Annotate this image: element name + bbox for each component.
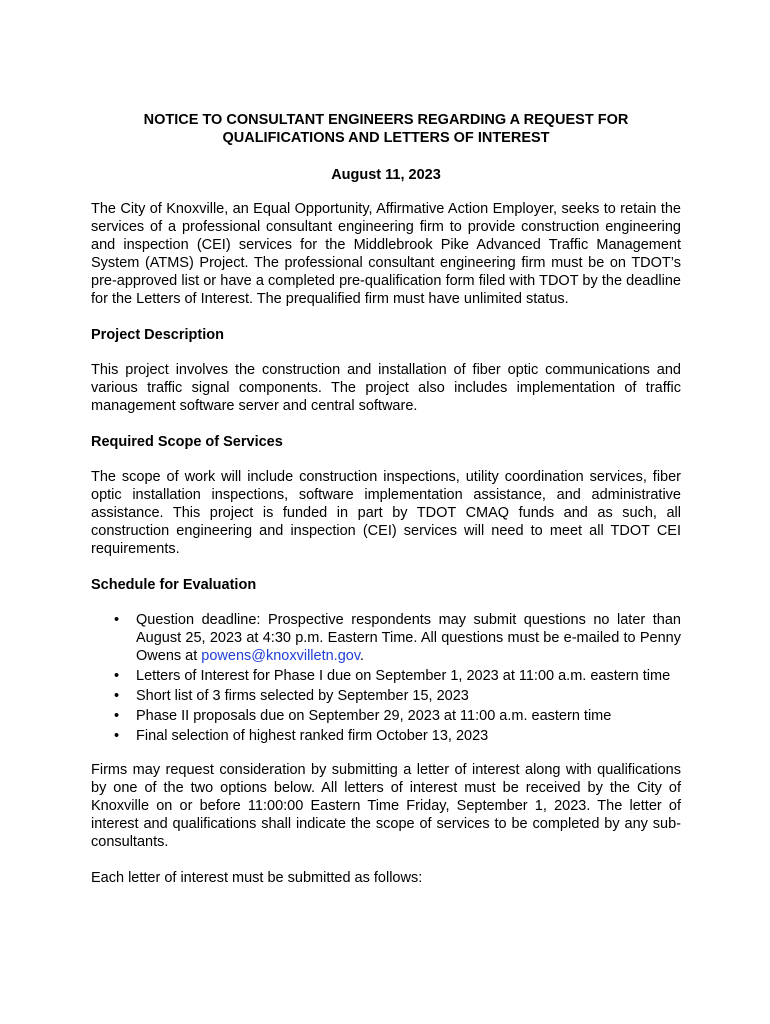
list-item: [91, 687, 681, 705]
schedule-item-1-end: .: [360, 648, 365, 664]
schedule-item-2-text: Letters of Interest for Phase I due on September 1, 2023 at 11:00 a.m. eastern time: [136, 668, 671, 684]
list-item: [91, 667, 681, 685]
bullet-icon: •: [114, 668, 120, 684]
bullet-icon: •: [114, 688, 120, 704]
each-letter-paragraph: Each letter of interest must be submitted as follows:: [91, 870, 423, 886]
document-date: August 11, 2023: [331, 167, 441, 183]
project-description-body: This project involves the construction and installation of fiber optic communications and various traffic signal components. The project also includes implementation of traffic management software server and central software.: [91, 362, 681, 414]
scope-body: The scope of work will include construction inspections, utility coordination services, fiber optic installation inspections, software implementation assistance, and administrative assistance. This project is funded in part by TDOT CMAQ funds and as such, all construction engineering and inspection (CEI) services will need to meet all TDOT CEI requirements.: [91, 469, 681, 557]
project-description-heading: Project Description: [91, 327, 224, 343]
schedule-list: [91, 611, 681, 745]
title-line-1: NOTICE TO CONSULTANT ENGINEERS REGARDING A REQUEST FOR: [143, 112, 629, 128]
intro-paragraph: The City of Knoxville, an Equal Opportunity, Affirmative Action Employer, seeks to retain the services of a professional consultant engineering firm to provide construction engineering and inspection (CEI) services for the Middlebrook Pike Advanced Traffic Management System (ATMS) Project. The professional consultant engineering firm must be on TDOT’s pre-approved list or have a completed pre-qualification form filed with TDOT by the deadline for the Letters of Interest. The prequalified firm must have unlimited status.: [91, 201, 681, 307]
schedule-item-5-text: Final selection of highest ranked firm October 13, 2023: [136, 728, 489, 744]
bullet-icon: •: [114, 612, 120, 628]
email-link[interactable]: powens@knoxvilletn.gov: [201, 648, 361, 664]
document-title: [91, 111, 681, 147]
firms-paragraph: Firms may request consideration by submitting a letter of interest along with qualifications by one of the two options below. All letters of interest must be received by the City of Knoxville on or before 11:00:00 Eastern Time Friday, September 1, 2023. The letter of interest and qualifications shall indicate the scope of services to be completed by any sub-consultants.: [91, 762, 681, 850]
bullet-icon: •: [114, 728, 120, 744]
list-item: [91, 611, 681, 665]
list-item: [91, 707, 681, 725]
schedule-item-3-text: Short list of 3 firms selected by September 15, 2023: [136, 688, 469, 704]
title-line-2: QUALIFICATIONS AND LETTERS OF INTEREST: [222, 130, 550, 146]
schedule-item-1-text: Question deadline: Prospective respondents may submit questions no later than August 25, 2023 at 4:30 p.m. Eastern Time. All questions must be e-mailed to Penny Owens at: [136, 612, 681, 664]
list-item: [91, 727, 681, 745]
document-page: [91, 111, 681, 887]
schedule-item-4-text: Phase II proposals due on September 29, 2023 at 11:00 a.m. eastern time: [136, 708, 612, 724]
schedule-heading: Schedule for Evaluation: [91, 577, 257, 593]
scope-heading: Required Scope of Services: [91, 434, 283, 450]
bullet-icon: •: [114, 708, 120, 724]
